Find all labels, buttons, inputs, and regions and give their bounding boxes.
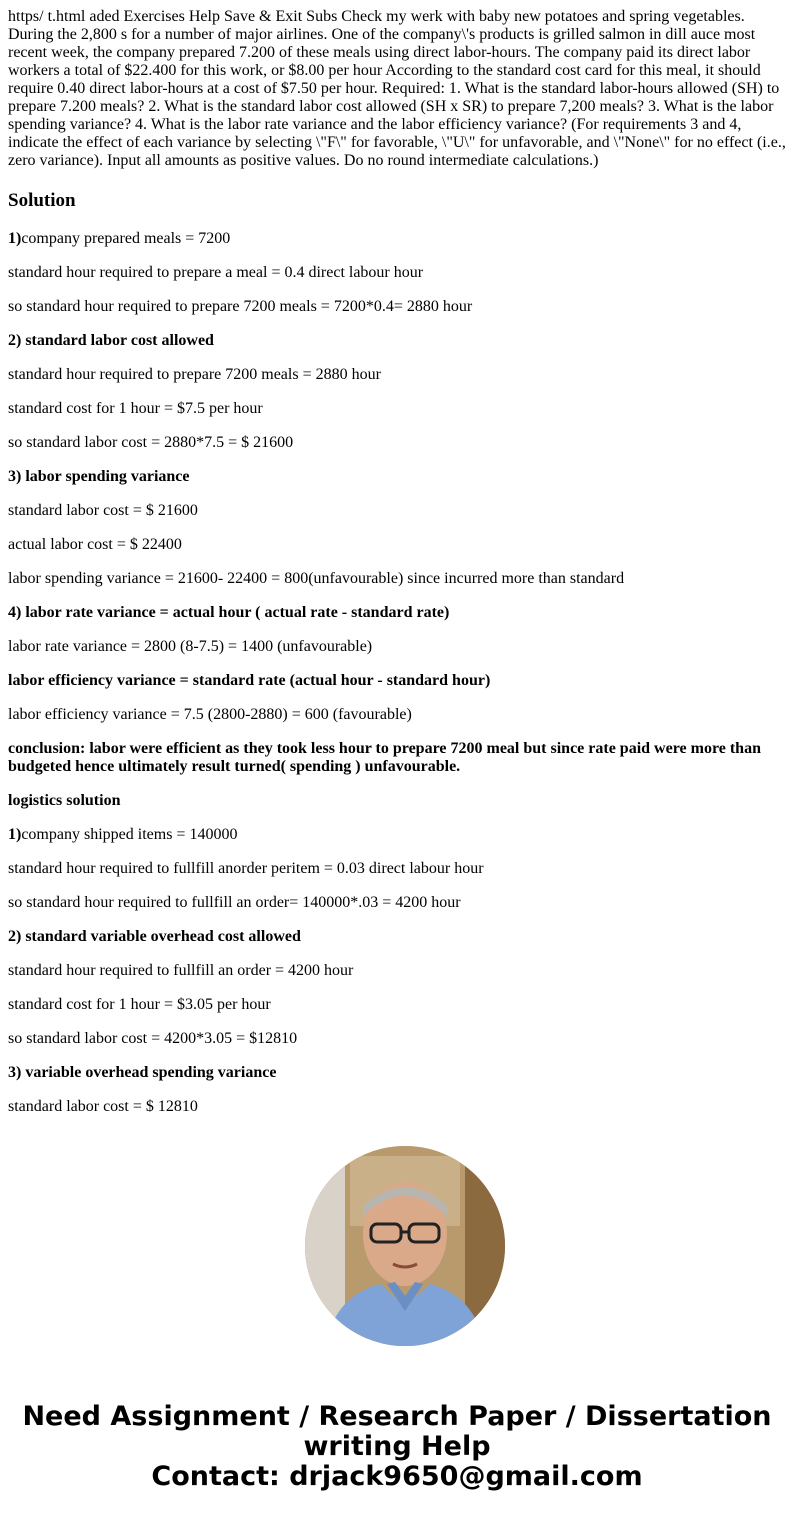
solution-line-text: so standard labor cost = 4200*3.05 = $12810 xyxy=(8,1030,298,1047)
solution-line-text: actual labor cost = $ 22400 xyxy=(8,536,182,553)
solution-heading: Solution xyxy=(8,190,76,211)
solution-line xyxy=(8,638,786,656)
solution-line xyxy=(8,996,786,1014)
solution-line-text: standard hour required to fullfill anorder peritem = 0.03 direct labour hour xyxy=(8,860,484,877)
solution-line xyxy=(8,792,786,810)
footer-line1: Need Assignment / Research Paper / Dissertation writing Help xyxy=(22,1401,772,1462)
solution-line-bold: 3) variable overhead spending variance xyxy=(8,1064,277,1081)
solution-line xyxy=(8,502,786,520)
solution-line xyxy=(8,672,786,690)
solution-line-text: so standard hour required to prepare 7200 meals = 7200*0.4= 2880 hour xyxy=(8,298,473,315)
solution-line xyxy=(8,298,786,316)
solution-line xyxy=(8,366,786,384)
solution-line xyxy=(8,740,786,776)
solution-lines xyxy=(8,230,786,1116)
question-text: https/ t.html aded Exercises Help Save & Exit Subs Check my werk with baby new potatoes and spring vegetables. During the 2,800 s for a number of major airlines. One of the company\'s products is grilled salmon in dill auce most recent week, the company prepared 7.200 of these meals using direct labor-hours. The company paid its direct labor workers a total of $22.400 for this work, or $8.00 per hour According to the standard cost card for this meal, it should require 0.40 direct labor-hours at a cost of $7.50 per hour. Required: 1. What is the standard labor-hours allowed (SH) to prepare 7.200 meals? 2. What is the standard labor cost allowed (SH x SR) to prepare 7,200 meals? 3. What is the labor spending variance? 4. What is the labor rate variance and the labor efficiency variance? (For requirements 3 and 4, indicate the effect of each variance by selecting \"F\" for favorable, \"U\" for unfavorable, and \"None\" for no effect (i.e., zero variance). Input all amounts as positive values. Do no round intermediate calculations.) xyxy=(8,8,786,169)
footer-banner xyxy=(0,1402,794,1492)
solution-line xyxy=(8,604,786,622)
solution-line-text: standard hour required to fullfill an order = 4200 hour xyxy=(8,962,354,979)
solution-line-text: so standard hour required to fullfill an order= 140000*.03 = 4200 hour xyxy=(8,894,461,911)
solution-line-text: standard hour required to prepare a meal = 0.4 direct labour hour xyxy=(8,264,424,281)
solution-line xyxy=(8,1098,786,1116)
solution-line xyxy=(8,434,786,452)
solution-line xyxy=(8,1064,786,1082)
solution-line xyxy=(8,826,786,844)
solution-line-text: labor efficiency variance = 7.5 (2800-2880) = 600 (favourable) xyxy=(8,706,412,723)
solution-line-bold: 2) standard variable overhead cost allowed xyxy=(8,928,301,945)
author-avatar xyxy=(305,1146,505,1346)
solution-line xyxy=(8,1030,786,1048)
solution-line-text: standard cost for 1 hour = $3.05 per hour xyxy=(8,996,271,1013)
solution-line-bold: conclusion: labor were efficient as they took less hour to prepare 7200 meal but since rate paid were more than budgeted hence ultimately result turned( spending ) unfavourable. xyxy=(8,740,761,775)
solution-line-text: standard labor cost = $ 21600 xyxy=(8,502,198,519)
solution-line-text: standard hour required to prepare 7200 meals = 2880 hour xyxy=(8,366,381,383)
solution-line-text: labor spending variance = 21600- 22400 = 800(unfavourable) since incurred more than standard xyxy=(8,570,625,587)
solution-line-bold: 1) xyxy=(8,826,22,843)
solution-line-bold: 1) xyxy=(8,230,22,247)
solution-line-bold: labor efficiency variance = standard rate (actual hour - standard hour) xyxy=(8,672,491,689)
solution-line-text: standard cost for 1 hour = $7.5 per hour xyxy=(8,400,263,417)
solution-line xyxy=(8,928,786,946)
solution-line xyxy=(8,570,786,588)
footer-line2: Contact: drjack9650@gmail.com xyxy=(151,1461,643,1492)
avatar-container xyxy=(8,1146,794,1346)
solution-line xyxy=(8,400,786,418)
solution-line-text: so standard labor cost = 2880*7.5 = $ 21600 xyxy=(8,434,294,451)
solution-line xyxy=(8,264,786,282)
solution-line xyxy=(8,962,786,980)
solution-line xyxy=(8,706,786,724)
solution-line-text: company shipped items = 140000 xyxy=(21,826,238,843)
author-photo-icon xyxy=(305,1146,505,1346)
solution-line xyxy=(8,894,786,912)
solution-line-bold: 4) labor rate variance = actual hour ( actual rate - standard rate) xyxy=(8,604,450,621)
solution-line-bold: logistics solution xyxy=(8,792,121,809)
solution-line xyxy=(8,230,786,248)
solution-line xyxy=(8,860,786,878)
solution-line-text: company prepared meals = 7200 xyxy=(21,230,231,247)
solution-line-bold: 2) standard labor cost allowed xyxy=(8,332,214,349)
solution-line xyxy=(8,468,786,486)
solution-line-text: labor rate variance = 2800 (8-7.5) = 1400 (unfavourable) xyxy=(8,638,373,655)
solution-line-bold: 3) labor spending variance xyxy=(8,468,190,485)
solution-line xyxy=(8,536,786,554)
solution-line xyxy=(8,332,786,350)
solution-line-text: standard labor cost = $ 12810 xyxy=(8,1098,198,1115)
